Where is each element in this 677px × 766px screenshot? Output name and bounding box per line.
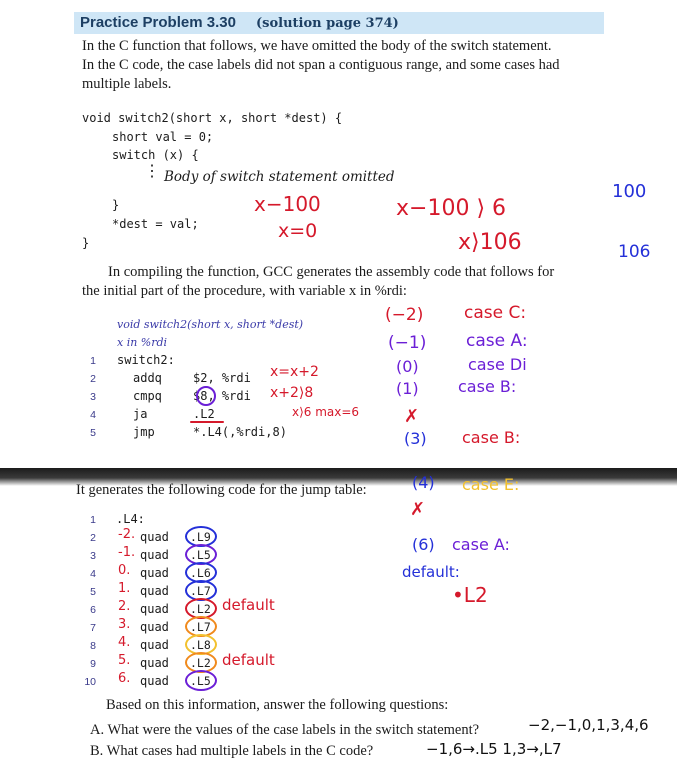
jt-hw-index: 1. <box>118 581 131 596</box>
jt-line-number: 4 <box>90 568 96 580</box>
hw-x-gt-6-max: x⟩6 max=6 <box>292 405 360 419</box>
asm-line-number: 1 <box>90 355 96 367</box>
hw-l2: •L2 <box>452 583 488 607</box>
hw-default: default: <box>402 563 460 581</box>
hw-x2-gt-8: x+2⟩8 <box>270 385 314 401</box>
asm-op: ja <box>133 407 148 421</box>
asm-op: jmp <box>133 425 155 439</box>
annotation-underline <box>190 421 224 423</box>
jt-op: quad <box>140 656 169 670</box>
intro-line-3: multiple labels. <box>82 76 172 92</box>
jt-op: quad <box>140 674 169 688</box>
jt-line-number: 1 <box>90 514 96 526</box>
jt-label: .L4: <box>116 512 145 526</box>
jt-line-number: 8 <box>90 640 96 652</box>
problem-title: Practice Problem 3.30 <box>80 14 236 31</box>
jt-target: .L6 <box>190 566 211 580</box>
jt-target: .L5 <box>190 548 211 562</box>
jt-hw-index: 4. <box>118 635 131 650</box>
jt-line-number: 9 <box>90 658 96 670</box>
asm-line-number: 3 <box>90 391 96 403</box>
hw-106: 106 <box>618 242 651 262</box>
jt-line-number: 5 <box>90 586 96 598</box>
c-switch: switch (x) { <box>112 148 199 162</box>
asm-label: switch2: <box>117 353 175 367</box>
hw-x-minus-100-gt-6: x−100 ⟩ 6 <box>396 196 507 221</box>
jt-line-number: 6 <box>90 604 96 616</box>
c-close-switch: } <box>112 198 120 212</box>
hw-default-a: default <box>222 596 275 614</box>
jt-target: .L9 <box>190 530 211 544</box>
asm-arg: .L2 <box>193 407 215 421</box>
questions-intro: Based on this information, answer the following questions: <box>106 697 449 713</box>
jt-target: .L2 <box>190 602 211 616</box>
hw-case-value: case E: <box>462 475 520 494</box>
hw-case-value: case C: <box>464 303 527 323</box>
annotation-circle <box>185 670 217 691</box>
hw-case-value: case B: <box>458 377 517 396</box>
jt-op: quad <box>140 620 169 634</box>
hw-100: 100 <box>612 181 647 202</box>
hw-case-value: case A: <box>466 331 528 351</box>
hw-x-minus-100: x−100 <box>254 192 321 216</box>
jt-target: .L5 <box>190 674 211 688</box>
hw-case-value: case Di <box>468 355 527 374</box>
jt-target: .L8 <box>190 638 211 652</box>
jt-op: quad <box>140 548 169 562</box>
jt-hw-index: 0. <box>118 563 131 578</box>
solution-ref: (solution page 374) <box>256 16 399 31</box>
jt-hw-index: 2. <box>118 599 131 614</box>
asm-line-number: 4 <box>90 409 96 421</box>
asm-arg: $2, %rdi <box>193 371 251 385</box>
jt-line-number: 3 <box>90 550 96 562</box>
jt-hw-index: 5. <box>118 653 131 668</box>
asm-arg: $8, %rdi <box>193 389 251 403</box>
jt-target: .L7 <box>190 584 211 598</box>
asm-op: cmpq <box>133 389 162 403</box>
hw-x-eq-0: x=0 <box>278 220 318 242</box>
asm-line-number: 5 <box>90 427 96 439</box>
jt-op: quad <box>140 566 169 580</box>
intro-line-1: In the C function that follows, we have omitted the body of the switch statement. <box>82 38 552 54</box>
jt-target: .L2 <box>190 656 211 670</box>
jt-op: quad <box>140 638 169 652</box>
jt-hw-index: -1. <box>118 545 136 560</box>
question-a: A. What were the values of the case labels in the switch statement? <box>90 722 480 738</box>
c-dest-assign: *dest = val; <box>112 217 199 231</box>
asm-op: addq <box>133 371 162 385</box>
hw-case-key: (−2) <box>385 305 424 325</box>
hw-x-eq-x2: x=x+2 <box>270 364 319 380</box>
c-body-omitted: Body of switch statement omitted <box>164 169 395 185</box>
hw-crossed-out: ✗ <box>404 406 420 427</box>
hw-crossed-out: ✗ <box>410 499 426 520</box>
jt-line-number: 2 <box>90 532 96 544</box>
annotation-circle <box>196 386 216 406</box>
asm-comment-signature: void switch2(short x, short *dest) <box>117 318 304 331</box>
c-ellipsis: ⋮ <box>144 161 160 180</box>
jt-intro: It generates the following code for the jump table: <box>76 482 367 498</box>
asm-line-number: 2 <box>90 373 96 385</box>
hw-case-value: case A: <box>452 535 510 554</box>
c-close-fn: } <box>82 236 90 250</box>
hw-case-key: (0) <box>396 357 419 376</box>
jt-line-number: 10 <box>84 676 96 688</box>
jt-op: quad <box>140 602 169 616</box>
intro-line-2: In the C code, the case labels did not span a contiguous range, and some cases had <box>82 57 560 73</box>
hw-case-key: (1) <box>396 379 419 398</box>
c-signature: void switch2(short x, short *dest) { <box>82 111 343 125</box>
c-val-decl: short val = 0; <box>112 130 214 144</box>
asm-arg: *.L4(,%rdi,8) <box>193 425 287 439</box>
hw-case-key: (4) <box>412 473 435 492</box>
hw-x-gt-106: x⟩106 <box>458 230 522 255</box>
hw-case-key: (3) <box>404 429 427 448</box>
jt-line-number: 7 <box>90 622 96 634</box>
hw-answer-b: −1,6→.L5 1,3→,L7 <box>426 740 562 758</box>
question-b: B. What cases had multiple labels in the C code? <box>90 743 374 759</box>
jt-hw-index: 6. <box>118 671 131 686</box>
hw-default-b: default <box>222 651 275 669</box>
jt-op: quad <box>140 530 169 544</box>
mid-line-1: In compiling the function, GCC generates the assembly code that follows for <box>108 264 555 280</box>
mid-line-2: the initial part of the procedure, with variable x in %rdi: <box>82 283 407 299</box>
jt-hw-index: 3. <box>118 617 131 632</box>
hw-case-key: (−1) <box>388 333 427 353</box>
jt-op: quad <box>140 584 169 598</box>
hw-answer-a: −2,−1,0,1,3,4,6 <box>528 716 649 734</box>
jt-target: .L7 <box>190 620 211 634</box>
hw-case-value: case B: <box>462 428 521 447</box>
jt-hw-index: -2. <box>118 527 136 542</box>
asm-comment-x: x in %rdi <box>117 336 168 349</box>
hw-case-key: (6) <box>412 535 435 554</box>
